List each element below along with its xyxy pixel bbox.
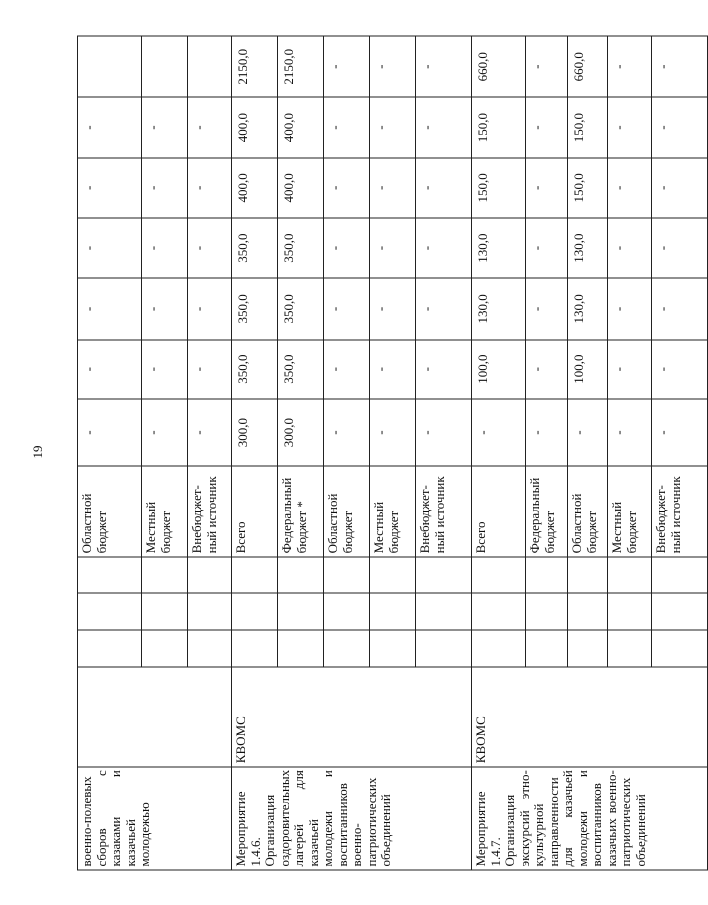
value-cell: - (526, 217, 568, 277)
value-cell: - (324, 36, 370, 97)
funding-source-cell: Местный бюджет (370, 466, 416, 556)
value-cell: 660,0 (472, 36, 526, 97)
value-cell: - (142, 157, 188, 217)
value-cell: - (416, 398, 472, 466)
empty-cell (278, 593, 324, 630)
table-body (78, 36, 708, 870)
empty-cell (278, 630, 324, 667)
activity-name-cell: военно-полевых сборов с казаками и казачьей молодежью (78, 766, 232, 869)
table-row (232, 36, 278, 870)
value-cell: - (188, 339, 232, 398)
value-cell: - (526, 157, 568, 217)
value-cell: - (324, 339, 370, 398)
value-cell: 130,0 (568, 217, 608, 277)
rotated-table-container (77, 35, 683, 870)
value-cell: 400,0 (278, 157, 324, 217)
value-cell: - (324, 97, 370, 157)
value-cell: 350,0 (278, 278, 324, 339)
empty-cell (142, 630, 188, 667)
value-cell (78, 36, 142, 97)
value-cell: - (526, 398, 568, 466)
executor-cell: КВОМС (232, 666, 472, 766)
value-cell: 350,0 (232, 278, 278, 339)
value-cell (188, 36, 232, 97)
empty-cell (370, 630, 416, 667)
value-cell: - (568, 398, 608, 466)
value-cell: - (324, 278, 370, 339)
value-cell: - (416, 217, 472, 277)
value-cell: - (142, 97, 188, 157)
value-cell: - (370, 278, 416, 339)
funding-source-cell: Федеральный бюджет (526, 466, 568, 556)
value-cell: 130,0 (568, 278, 608, 339)
value-cell: - (78, 278, 142, 339)
value-cell: - (188, 278, 232, 339)
value-cell: 150,0 (472, 157, 526, 217)
value-cell: - (652, 217, 708, 277)
empty-cell (370, 556, 416, 593)
value-cell: 130,0 (472, 278, 526, 339)
empty-cell (526, 593, 568, 630)
value-cell: - (370, 217, 416, 277)
empty-cell (526, 556, 568, 593)
value-cell: - (370, 157, 416, 217)
empty-cell (608, 593, 652, 630)
empty-cell (568, 630, 608, 667)
value-cell: - (370, 398, 416, 466)
table-row (472, 36, 526, 870)
empty-cell (188, 630, 232, 667)
empty-cell (652, 593, 708, 630)
value-cell: 660,0 (568, 36, 608, 97)
value-cell: - (416, 36, 472, 97)
empty-cell (142, 593, 188, 630)
value-cell: - (652, 36, 708, 97)
funding-source-cell: Внебюджет-ный источник (652, 466, 708, 556)
value-cell: - (142, 339, 188, 398)
value-cell: - (416, 339, 472, 398)
value-cell: - (188, 217, 232, 277)
empty-cell (232, 630, 278, 667)
value-cell: 350,0 (232, 339, 278, 398)
value-cell: - (608, 339, 652, 398)
value-cell: - (608, 398, 652, 466)
empty-cell (188, 593, 232, 630)
empty-cell (78, 630, 142, 667)
value-cell: 100,0 (568, 339, 608, 398)
value-cell: 400,0 (232, 157, 278, 217)
value-cell: - (652, 97, 708, 157)
activity-name-cell: Мероприятие 1.4.6. Организация оздоровительных лагерей для казачьей молодежи и воспитанников военно-патриотических объединений (232, 766, 472, 869)
empty-cell (78, 593, 142, 630)
value-cell: - (608, 36, 652, 97)
activity-name-cell: Мероприятие 1.4.7. Организация экскурсий этно-культурной направленности для казачьей молодежи и воспитанников казачьих военно-патриотических объединений (472, 766, 708, 869)
empty-cell (416, 556, 472, 593)
value-cell: - (526, 97, 568, 157)
value-cell: - (526, 339, 568, 398)
executor-cell: КВОМС (472, 666, 708, 766)
empty-cell (232, 556, 278, 593)
value-cell: - (526, 36, 568, 97)
value-cell: - (324, 398, 370, 466)
value-cell: - (526, 278, 568, 339)
value-cell: 150,0 (568, 157, 608, 217)
value-cell: - (608, 157, 652, 217)
funding-source-cell: Местный бюджет (142, 466, 188, 556)
value-cell: - (78, 339, 142, 398)
value-cell: - (142, 278, 188, 339)
value-cell: - (78, 398, 142, 466)
value-cell: - (370, 339, 416, 398)
value-cell: 350,0 (278, 217, 324, 277)
value-cell: - (608, 217, 652, 277)
empty-cell (568, 556, 608, 593)
funding-source-cell: Внебюджет-ный источник (188, 466, 232, 556)
value-cell: - (142, 217, 188, 277)
value-cell (142, 36, 188, 97)
value-cell: - (188, 398, 232, 466)
value-cell: - (78, 217, 142, 277)
empty-cell (370, 593, 416, 630)
empty-cell (324, 593, 370, 630)
value-cell: - (78, 97, 142, 157)
value-cell: - (188, 157, 232, 217)
value-cell: - (324, 217, 370, 277)
value-cell: - (608, 278, 652, 339)
funding-source-cell: Федеральный бюджет * (278, 466, 324, 556)
value-cell: - (370, 36, 416, 97)
page-number: 19 (30, 445, 45, 459)
empty-cell (652, 556, 708, 593)
funding-source-cell: Областной бюджет (568, 466, 608, 556)
empty-cell (472, 630, 526, 667)
empty-cell (324, 556, 370, 593)
value-cell: 150,0 (568, 97, 608, 157)
value-cell: - (188, 97, 232, 157)
value-cell: - (416, 157, 472, 217)
funding-source-cell: Всего (472, 466, 526, 556)
funding-source-cell: Областной бюджет (78, 466, 142, 556)
empty-cell (652, 630, 708, 667)
value-cell: 400,0 (278, 97, 324, 157)
empty-cell (608, 630, 652, 667)
empty-cell (188, 556, 232, 593)
value-cell: - (652, 339, 708, 398)
value-cell: 400,0 (232, 97, 278, 157)
funding-source-cell: Областной бюджет (324, 466, 370, 556)
table-row (78, 36, 142, 870)
value-cell: 2150,0 (232, 36, 278, 97)
value-cell: 350,0 (232, 217, 278, 277)
empty-cell (416, 593, 472, 630)
value-cell: - (78, 157, 142, 217)
value-cell: - (608, 97, 652, 157)
value-cell: - (416, 97, 472, 157)
empty-cell (472, 593, 526, 630)
empty-cell (472, 556, 526, 593)
empty-cell (526, 630, 568, 667)
value-cell: - (370, 97, 416, 157)
value-cell: 300,0 (278, 398, 324, 466)
value-cell: - (652, 278, 708, 339)
value-cell: - (416, 278, 472, 339)
value-cell: - (142, 398, 188, 466)
value-cell: 300,0 (232, 398, 278, 466)
empty-cell (608, 556, 652, 593)
empty-cell (142, 556, 188, 593)
empty-cell (324, 630, 370, 667)
value-cell: - (652, 398, 708, 466)
funding-source-cell: Местный бюджет (608, 466, 652, 556)
empty-cell (78, 556, 142, 593)
funding-source-cell: Всего (232, 466, 278, 556)
value-cell: - (652, 157, 708, 217)
empty-cell (568, 593, 608, 630)
value-cell: - (324, 157, 370, 217)
empty-cell (416, 630, 472, 667)
empty-cell (232, 593, 278, 630)
value-cell: 350,0 (278, 339, 324, 398)
value-cell: 130,0 (472, 217, 526, 277)
funding-source-cell: Внебюджет-ный источник (416, 466, 472, 556)
value-cell: 100,0 (472, 339, 526, 398)
value-cell: 2150,0 (278, 36, 324, 97)
value-cell: 150,0 (472, 97, 526, 157)
value-cell: - (472, 398, 526, 466)
executor-cell (78, 666, 232, 766)
empty-cell (278, 556, 324, 593)
budget-table (77, 35, 708, 870)
